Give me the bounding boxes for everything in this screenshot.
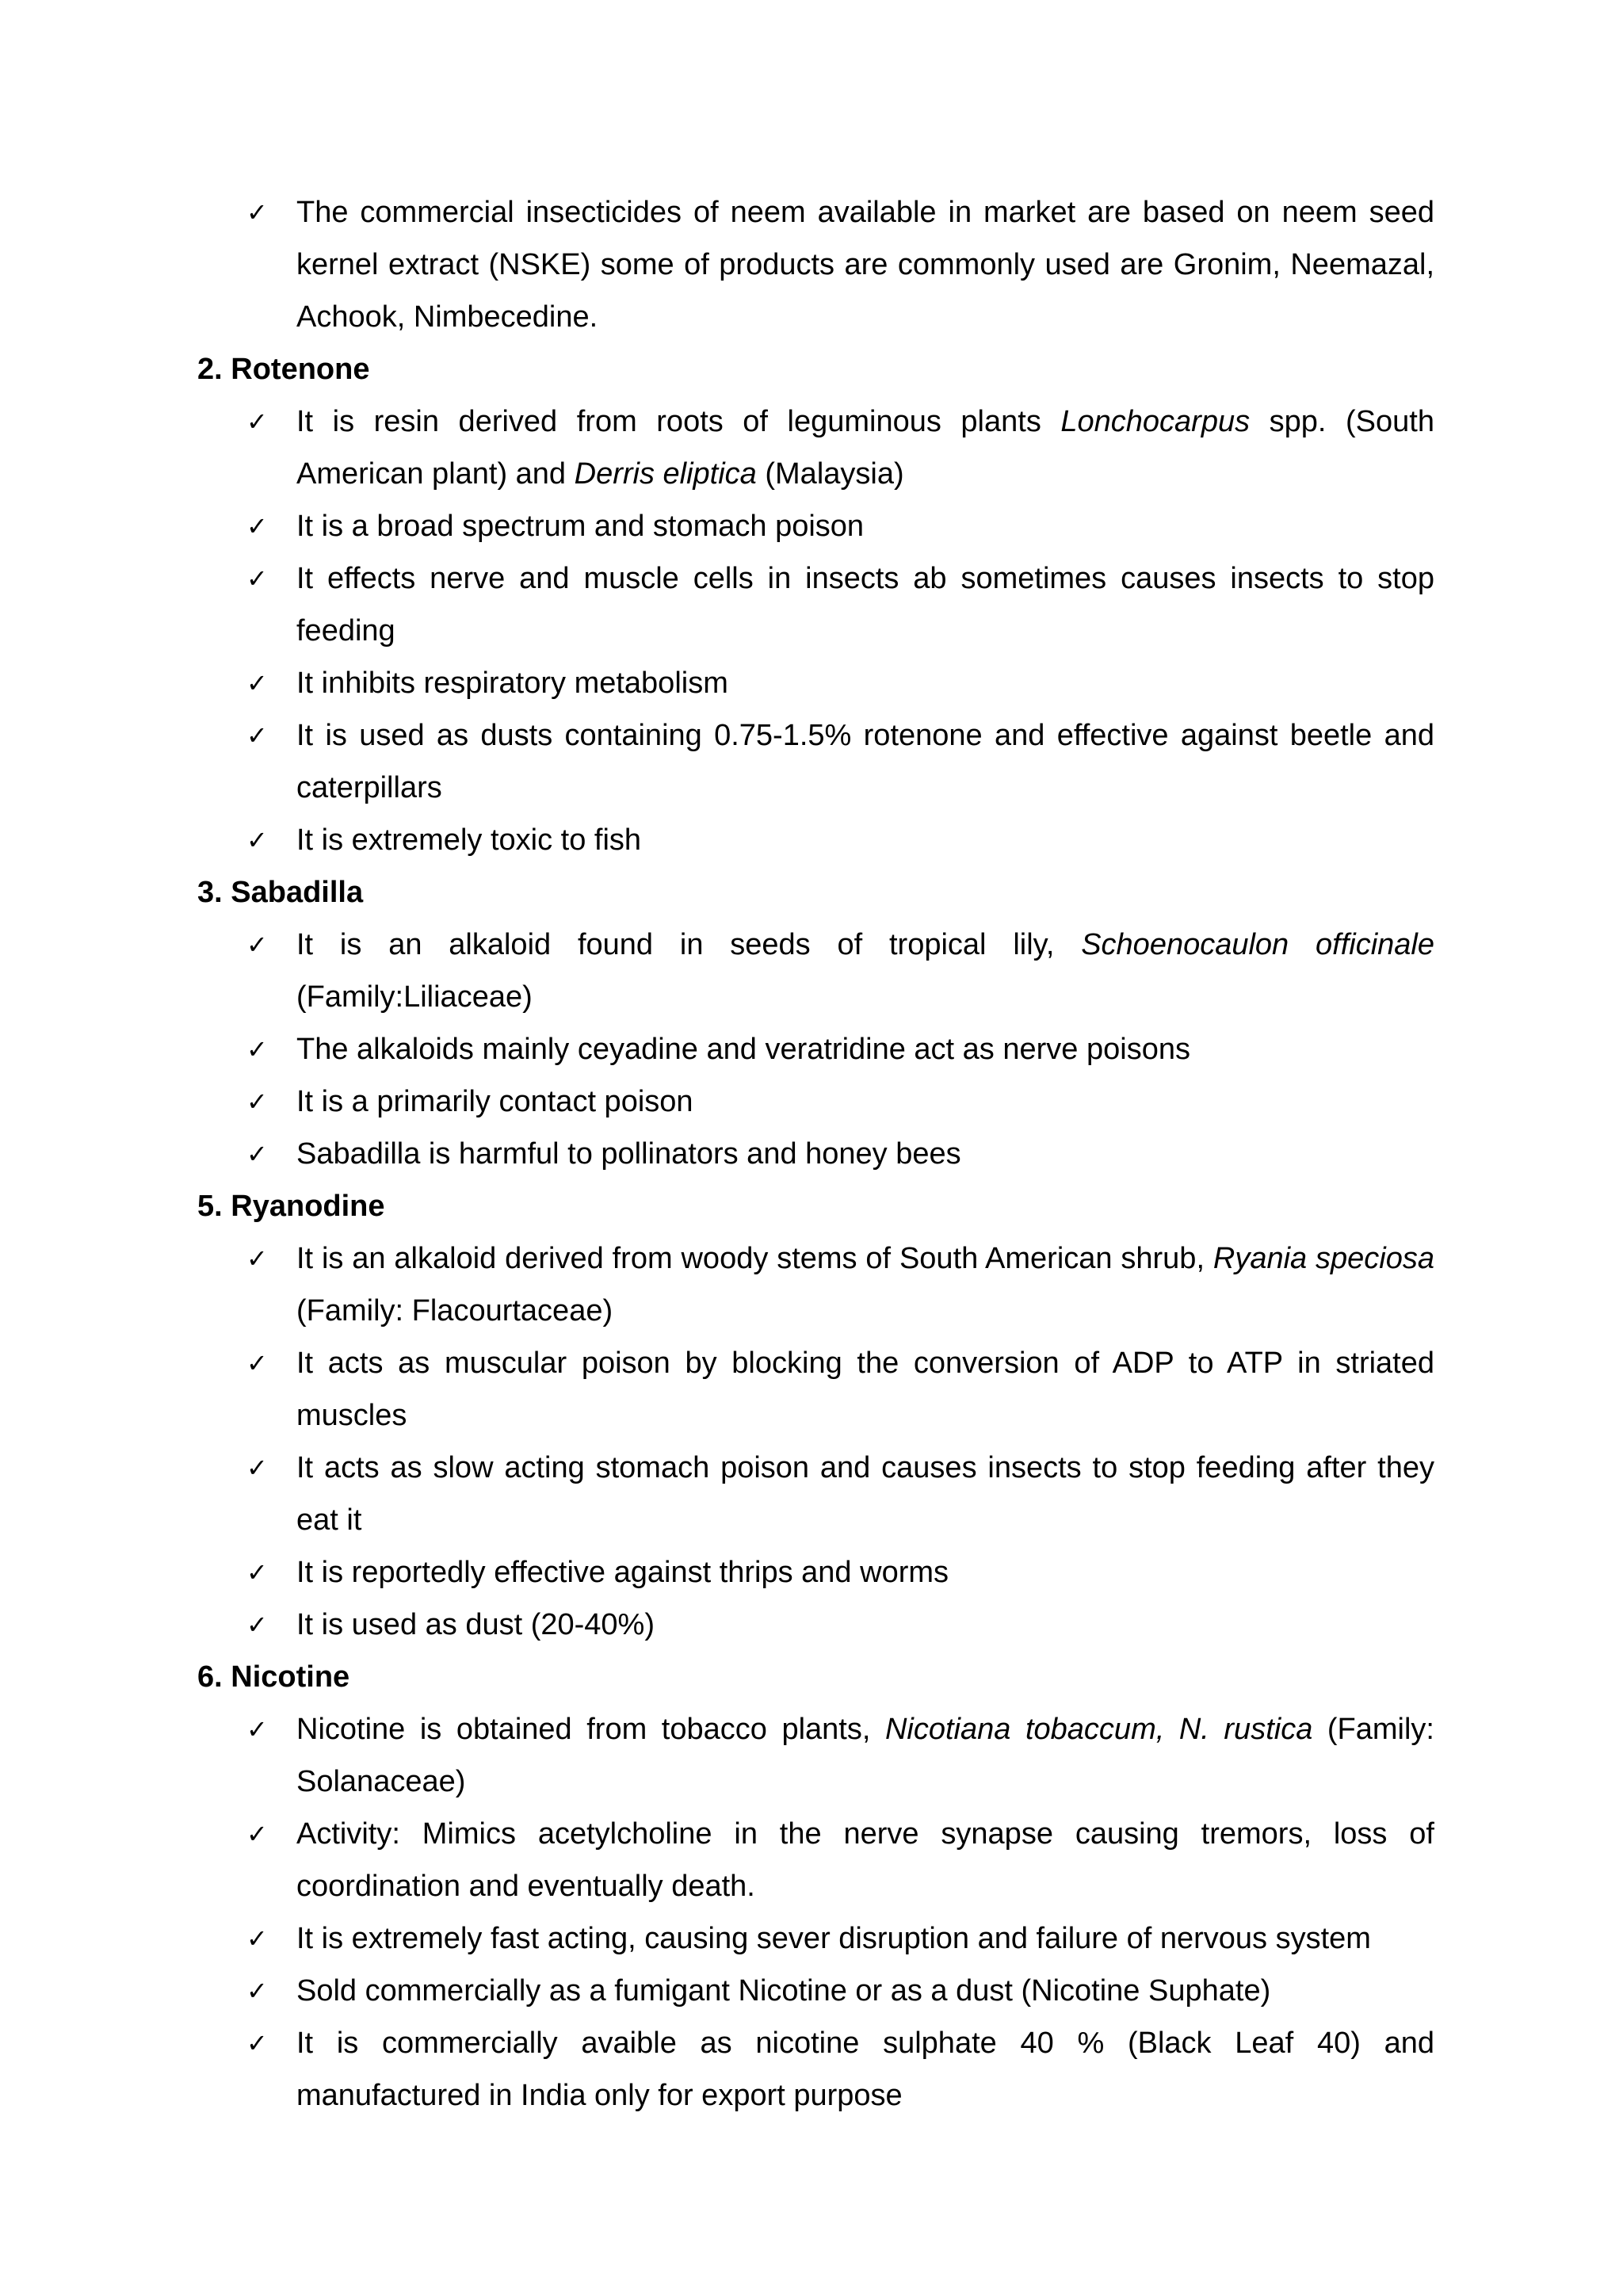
text-run: It is an alkaloid found in seeds of tropical lily, [296, 928, 1082, 961]
section-heading-ryanodine [197, 1180, 1434, 1232]
list-item [197, 1232, 1434, 1337]
species-name: Schoenocaulon officinale [1081, 928, 1434, 961]
checkmark-icon: ✓ [246, 563, 268, 594]
list-item [197, 919, 1434, 1023]
text-run: (Family: Solanaceae) [296, 1713, 1434, 1798]
text-run: (Family: Flacourtaceae) [296, 1294, 613, 1328]
list-item [197, 1599, 1434, 1651]
list-item [197, 2017, 1434, 2122]
section-number: 6. [197, 1660, 223, 1694]
checkmark-icon: ✓ [246, 668, 268, 698]
checkmark-icon: ✓ [246, 1924, 268, 1954]
item-text [296, 395, 1434, 500]
ryanodine-list [197, 1232, 1434, 1651]
checkmark-icon: ✓ [246, 1348, 268, 1378]
item-text: It acts as slow acting stomach poison and causes insects to stop feeding after they eat it [296, 1451, 1434, 1537]
species-name: Derris eliptica [574, 457, 757, 491]
list-item [197, 500, 1434, 552]
section-title: Sabadilla [231, 876, 364, 909]
item-text: It is commercially avaible as nicotine sulphate 40 % (Black Leaf 40) and manufactured in India only for export purpose [296, 2027, 1434, 2112]
list-item [197, 1128, 1434, 1180]
list-item [197, 1337, 1434, 1442]
checkmark-icon: ✓ [246, 197, 268, 227]
text-run: It is resin derived from roots of leguminous plants [296, 405, 1061, 438]
item-text: The commercial insecticides of neem available in market are based on neem seed kernel extract (NSKE) some of products are commonly used are Gronim, Neemazal, Achook, Nimbecedine. [296, 196, 1434, 334]
checkmark-icon: ✓ [246, 1453, 268, 1483]
checkmark-icon: ✓ [246, 1819, 268, 1849]
section-heading-rotenone [197, 343, 1434, 395]
item-text [296, 1232, 1434, 1337]
item-text [296, 919, 1434, 1023]
checkmark-icon: ✓ [246, 1244, 268, 1274]
checkmark-icon: ✓ [246, 1714, 268, 1744]
list-item [197, 1965, 1434, 2017]
text-run: Nicotine is obtained from tobacco plants, [296, 1713, 885, 1746]
checkmark-icon: ✓ [246, 2028, 268, 2058]
text-run: (Family:Liliaceae) [296, 980, 533, 1014]
list-item [197, 657, 1434, 709]
item-text [296, 1703, 1434, 1808]
checkmark-icon: ✓ [246, 1087, 268, 1117]
item-text: The alkaloids mainly ceyadine and veratridine act as nerve poisons [296, 1033, 1190, 1066]
section-heading-sabadilla [197, 866, 1434, 919]
section-title: Ryanodine [231, 1190, 385, 1223]
item-text: It is used as dusts containing 0.75-1.5% rotenone and effective against beetle and caterpillars [296, 719, 1434, 804]
list-item [197, 1023, 1434, 1075]
list-item [197, 186, 1434, 343]
document-content [197, 186, 1434, 2122]
intro-list [197, 186, 1434, 343]
item-text: Activity: Mimics acetylcholine in the nerve synapse causing tremors, loss of coordination and eventually death. [296, 1817, 1434, 1903]
section-title: Rotenone [231, 353, 370, 386]
list-item [197, 709, 1434, 814]
text-run: (Malaysia) [756, 457, 904, 491]
section-title: Nicotine [231, 1660, 350, 1694]
list-item [197, 552, 1434, 657]
item-text: Sold commercially as a fumigant Nicotine or as a dust (Nicotine Suphate) [296, 1974, 1271, 2008]
list-item [197, 1075, 1434, 1128]
list-item [197, 1546, 1434, 1599]
checkmark-icon: ✓ [246, 407, 268, 437]
list-item [197, 395, 1434, 500]
rotenone-list [197, 395, 1434, 866]
checkmark-icon: ✓ [246, 1610, 268, 1640]
checkmark-icon: ✓ [246, 825, 268, 855]
checkmark-icon: ✓ [246, 1976, 268, 2006]
item-text: Sabadilla is harmful to pollinators and honey bees [296, 1137, 961, 1171]
section-number: 5. [197, 1190, 223, 1223]
item-text: It inhibits respiratory metabolism [296, 667, 728, 700]
list-item [197, 1912, 1434, 1965]
list-item [197, 1808, 1434, 1912]
section-number: 3. [197, 876, 223, 909]
list-item [197, 814, 1434, 866]
item-text: It is used as dust (20-40%) [296, 1608, 655, 1641]
checkmark-icon: ✓ [246, 1557, 268, 1587]
text-run: spp. (South American plant) and [296, 405, 1434, 491]
list-item [197, 1442, 1434, 1546]
list-item [197, 1703, 1434, 1808]
species-name: Nicotiana tobaccum, N. rustica [884, 1713, 1313, 1746]
item-text: It effects nerve and muscle cells in insects ab sometimes causes insects to stop feeding [296, 562, 1434, 648]
item-text: It is a primarily contact poison [296, 1085, 693, 1118]
species-name: Lonchocarpus [1060, 405, 1251, 438]
section-number: 2. [197, 353, 223, 386]
text-run: It is an alkaloid derived from woody stems of South American shrub, [296, 1242, 1213, 1275]
checkmark-icon: ✓ [246, 1034, 268, 1064]
item-text: It acts as muscular poison by blocking the conversion of ADP to ATP in striated muscles [296, 1347, 1434, 1432]
item-text: It is reportedly effective against thrips and worms [296, 1556, 949, 1589]
item-text: It is extremely fast acting, causing sever disruption and failure of nervous system [296, 1922, 1371, 1955]
nicotine-list [197, 1703, 1434, 2122]
sabadilla-list [197, 919, 1434, 1180]
item-text: It is extremely toxic to fish [296, 823, 642, 857]
species-name: Ryania speciosa [1212, 1242, 1435, 1275]
checkmark-icon: ✓ [246, 1139, 268, 1169]
item-text: It is a broad spectrum and stomach poison [296, 510, 865, 543]
checkmark-icon: ✓ [246, 930, 268, 960]
section-heading-nicotine [197, 1651, 1434, 1703]
checkmark-icon: ✓ [246, 720, 268, 751]
checkmark-icon: ✓ [246, 511, 268, 541]
